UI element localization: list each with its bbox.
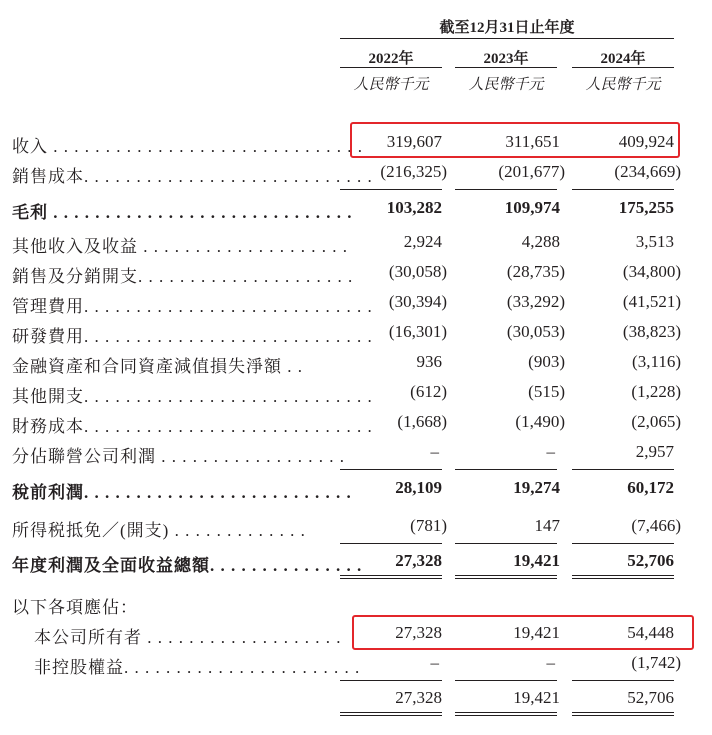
row-value-income-tax-2023: 147 <box>534 516 560 535</box>
row-value-total-comprehensive-2024: 52,706 <box>627 551 674 570</box>
year-rule-2024 <box>572 67 674 68</box>
row-value-cost-of-sales-2023: (201,677) <box>498 162 565 181</box>
row-value-cost-of-sales-2024: (234,669) <box>614 162 681 181</box>
rule-after-cost-2022 <box>340 189 442 190</box>
row-label-share-of-associates: 分佔聯營公司利潤 . . . . . . . . . . . . . . . . . . <box>12 447 345 466</box>
rule-after-cost-2023 <box>455 189 557 190</box>
row-label-impairment: 金融資產和合同資產減值損失淨額 . . <box>12 357 303 376</box>
row-label-attributable-to: 以下各項應佔： <box>12 598 138 617</box>
row-value-selling-expenses-2023: (28,735) <box>506 262 565 281</box>
row-value-income-tax-2022: (781) <box>410 516 447 535</box>
rule-before-total-2022 <box>340 543 442 544</box>
owners-highlight-box <box>352 615 694 650</box>
row-value-nci-2023: – <box>546 653 555 672</box>
year-header-2022: 2022年 <box>368 51 414 67</box>
row-value-other-income-2022: 2,924 <box>403 232 442 251</box>
row-value-nci-2024: (1,742) <box>631 653 681 672</box>
row-value-sum-2024: 52,706 <box>627 688 674 707</box>
rule-before-total-2023 <box>455 543 557 544</box>
row-label-profit-before-tax: 稅前利潤. . . . . . . . . . . . . . . . . . . . . . . . . . <box>12 483 352 502</box>
row-value-rnd-expenses-2022: (16,301) <box>388 322 447 341</box>
row-label-total-comprehensive: 年度利潤及全面收益總額. . . . . . . . . . . . . . . <box>12 556 363 575</box>
double-rule-total-2022 <box>340 575 442 579</box>
rule-before-pbt-2022 <box>340 469 442 470</box>
row-value-share-of-associates-2022: – <box>430 442 439 461</box>
row-value-share-of-associates-2024: 2,957 <box>635 442 674 461</box>
rule-before-pbt-2023 <box>455 469 557 470</box>
double-rule-sum-2024 <box>572 712 674 716</box>
row-value-profit-before-tax-2023: 19,274 <box>513 478 560 497</box>
rule-before-sum-2022 <box>340 680 442 681</box>
row-value-other-expenses-2023: (515) <box>528 382 565 401</box>
double-rule-total-2024 <box>572 575 674 579</box>
revenue-highlight-box <box>350 122 680 158</box>
row-label-owners: 本公司所有者 . . . . . . . . . . . . . . . . . . . <box>34 628 342 647</box>
row-value-revenue-2024: 409,924 <box>618 132 674 151</box>
rule-after-cost-2024 <box>572 189 674 190</box>
row-value-total-comprehensive-2023: 19,421 <box>513 551 560 570</box>
double-rule-sum-2023 <box>455 712 557 716</box>
row-value-other-income-2023: 4,288 <box>521 232 560 251</box>
row-value-sum-2022: 27,328 <box>395 688 442 707</box>
rule-before-sum-2024 <box>572 680 674 681</box>
row-value-finance-costs-2024: (2,065) <box>631 412 681 431</box>
row-value-admin-expenses-2022: (30,394) <box>388 292 447 311</box>
year-rule-2022 <box>340 67 442 68</box>
row-value-other-income-2024: 3,513 <box>635 232 674 251</box>
row-value-share-of-associates-2023: – <box>546 442 555 461</box>
row-value-rnd-expenses-2024: (38,823) <box>622 322 681 341</box>
row-value-owners-2022: 27,328 <box>395 623 442 642</box>
row-label-revenue: 收入 . . . . . . . . . . . . . . . . . . . . . . . . . . . . . . <box>12 137 363 156</box>
row-value-total-comprehensive-2022: 27,328 <box>395 551 442 570</box>
rule-before-sum-2023 <box>455 680 557 681</box>
rule-before-total-2024 <box>572 543 674 544</box>
row-label-gross-profit: 毛利 . . . . . . . . . . . . . . . . . . . . . . . . . . . . . <box>12 203 353 222</box>
year-header-2024: 2024年 <box>600 51 646 67</box>
row-value-gross-profit-2023: 109,974 <box>504 198 560 217</box>
unit-label-2024: 人民幣千元 <box>585 77 661 93</box>
row-value-impairment-2023: (903) <box>528 352 565 371</box>
row-label-income-tax: 所得税抵免／(開支) . . . . . . . . . . . . . <box>12 521 306 540</box>
row-label-nci: 非控股權益. . . . . . . . . . . . . . . . . . . . . . . <box>34 658 361 677</box>
row-value-sum-2023: 19,421 <box>513 688 560 707</box>
row-value-other-expenses-2024: (1,228) <box>631 382 681 401</box>
unit-label-2022: 人民幣千元 <box>353 77 429 93</box>
row-value-profit-before-tax-2022: 28,109 <box>395 478 442 497</box>
row-value-cost-of-sales-2022: (216,325) <box>380 162 447 181</box>
row-value-rnd-expenses-2023: (30,053) <box>506 322 565 341</box>
row-value-revenue-2023: 311,651 <box>505 132 560 151</box>
row-label-selling-expenses: 銷售及分銷開支. . . . . . . . . . . . . . . . . . . . . <box>12 267 354 286</box>
row-label-cost-of-sales: 銷售成本. . . . . . . . . . . . . . . . . . . . . . . . . . . . <box>12 167 373 186</box>
year-rule-2023 <box>455 67 557 68</box>
row-value-other-expenses-2022: (612) <box>410 382 447 401</box>
row-value-profit-before-tax-2024: 60,172 <box>627 478 674 497</box>
double-rule-sum-2022 <box>340 712 442 716</box>
row-value-gross-profit-2022: 103,282 <box>386 198 442 217</box>
row-value-owners-2024: 54,448 <box>627 623 674 642</box>
row-value-finance-costs-2023: (1,490) <box>515 412 565 431</box>
row-label-rnd-expenses: 研發費用. . . . . . . . . . . . . . . . . . . . . . . . . . . . <box>12 327 373 346</box>
row-value-selling-expenses-2024: (34,800) <box>622 262 681 281</box>
year-header-2023: 2023年 <box>483 51 529 67</box>
row-value-revenue-2022: 319,607 <box>386 132 442 151</box>
row-value-admin-expenses-2023: (33,292) <box>506 292 565 311</box>
unit-label-2023: 人民幣千元 <box>468 77 544 93</box>
row-label-other-expenses: 其他開支. . . . . . . . . . . . . . . . . . . . . . . . . . . . <box>12 387 373 406</box>
period-header-rule <box>340 38 674 39</box>
row-value-finance-costs-2022: (1,668) <box>397 412 447 431</box>
row-value-admin-expenses-2024: (41,521) <box>622 292 681 311</box>
row-label-finance-costs: 財務成本. . . . . . . . . . . . . . . . . . . . . . . . . . . . <box>12 417 373 436</box>
row-label-other-income: 其他收入及收益 . . . . . . . . . . . . . . . . . . . . <box>12 237 348 256</box>
row-value-impairment-2022: 936 <box>416 352 442 371</box>
row-value-gross-profit-2024: 175,255 <box>618 198 674 217</box>
row-value-impairment-2024: (3,116) <box>632 352 681 371</box>
row-value-owners-2023: 19,421 <box>513 623 560 642</box>
double-rule-total-2023 <box>455 575 557 579</box>
period-header: 截至12月31日止年度 <box>439 20 575 36</box>
row-value-nci-2022: – <box>430 653 439 672</box>
rule-before-pbt-2024 <box>572 469 674 470</box>
row-value-selling-expenses-2022: (30,058) <box>388 262 447 281</box>
row-label-admin-expenses: 管理費用. . . . . . . . . . . . . . . . . . . . . . . . . . . . <box>12 297 373 316</box>
row-value-income-tax-2024: (7,466) <box>631 516 681 535</box>
